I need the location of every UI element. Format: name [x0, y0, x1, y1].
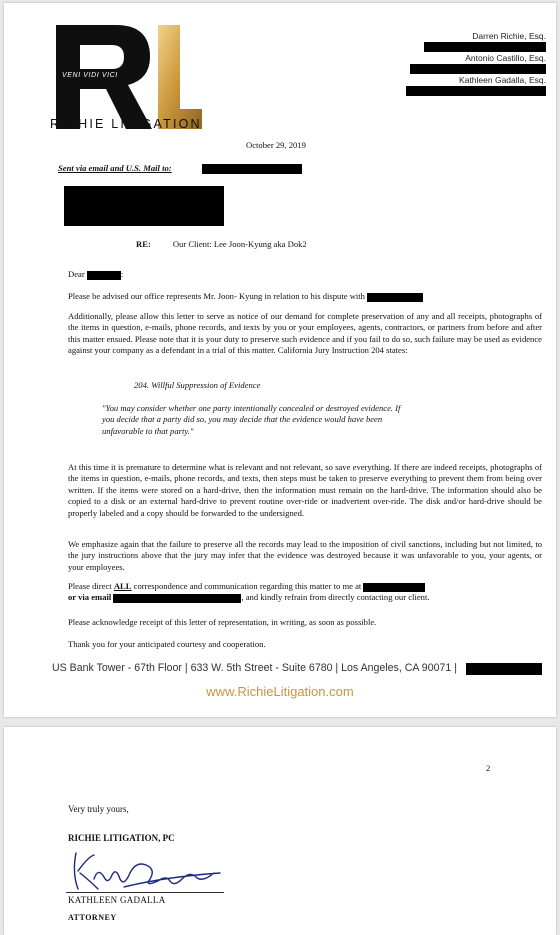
redaction-bar: [410, 64, 546, 74]
redaction-bar: [367, 293, 423, 302]
paragraph-6: Please acknowledge receipt of this letter of representation, in writing, as soon as possible.: [68, 617, 377, 627]
attorney-row: [396, 31, 546, 51]
attorney-name: Kathleen Gadalla, Esq.: [459, 75, 546, 85]
paragraph-5: Please direct ALL correspondence and communication regarding this matter to me at or via email , and kindly refrain from directly contacting our client.: [68, 581, 430, 603]
signature-line: [66, 892, 224, 893]
paragraph-1: Please be advised our office represents Mr. Joon- Kyung in relation to his dispute with: [68, 291, 542, 302]
redaction-bar: [202, 164, 302, 174]
page-number: 2: [486, 763, 491, 773]
redaction-block: [64, 186, 224, 226]
sent-via-line: Sent via email and U.S. Mail to:: [58, 163, 172, 173]
footer-website: www.RichieLitigation.com: [206, 684, 354, 699]
jury-instruction-title: 204. Willful Suppression of Evidence: [134, 380, 261, 390]
firm-signature-name: RICHIE LITIGATION, PC: [68, 833, 175, 843]
attorney-row: [396, 53, 546, 73]
signer-title: ATTORNEY: [68, 913, 117, 922]
attorney-row: [396, 75, 546, 95]
re-line: RE: Our Client: Lee Joon-Kyung aka Dok2: [136, 239, 307, 249]
logo-firm-name: RICHIE LITIGATION: [50, 117, 202, 131]
letter-page-1: [4, 3, 556, 717]
redaction-bar: [466, 663, 542, 675]
paragraph-3: At this time it is premature to determine what is relevant and not relevant, so save everything. If there are indeed receipts, photographs of the items in question, e-mails, phone records, and texts, then steps must be taken to preserve everything to prevent them from being over written. If the items were stored on a hard-drive, then the information must remain on the hard-drive. The information should also be copied to a disk or an external hard-drive to prevent routine over-ride or inadvertent over-ride. The disk and/or hard-drive should be properly labeled and a copy should be forwarded to the undersigned.: [68, 462, 542, 518]
redaction-bar: [424, 42, 546, 52]
attorney-name: Darren Richie, Esq.: [472, 31, 546, 41]
redaction-bar: [363, 583, 425, 592]
paragraph-7: Thank you for your anticipated courtesy and cooperation.: [68, 639, 266, 649]
signer-name: KATHLEEN GADALLA: [68, 895, 166, 905]
attorney-list: [396, 31, 546, 95]
redaction-bar: [406, 86, 546, 96]
attorney-name: Antonio Castillo, Esq.: [465, 53, 546, 63]
redaction-bar: [87, 271, 121, 280]
paragraph-4: We emphasize again that the failure to preserve all the records may lead to the imposition of civil sanctions, including but not limited, to the jury instructions above that the jury may infer that the evidence was destroyed because it was unfavorable to you, your agents, or your employees.: [68, 539, 542, 572]
handwritten-signature: [64, 843, 224, 897]
logo-motto: VENI VIDI VICI: [62, 72, 118, 79]
closing: Very truly yours,: [68, 804, 129, 814]
letter-page-2: [4, 727, 556, 935]
jury-instruction-quote: "You may consider whether one party intentionally concealed or destroyed evidence. If you decide that a party did so, you may decide that the evidence would have been unfavorable to that party.": [102, 403, 401, 436]
footer-address: US Bank Tower - 67th Floor | 633 W. 5th Street - Suite 6780 | Los Angeles, CA 90071 |: [52, 662, 457, 674]
salutation: Dear :: [68, 269, 124, 279]
paragraph-2: Additionally, please allow this letter to serve as notice of our demand for complete preservation of any and all receipts, photographs of the items in question, e-mails, phone records, and texts by you or your employees, agents, contractors, or partners from before and after this matter ensued. Please note that it is your duty to preserve such evidence and if you fail to do so, such failure may be used as evidence against your company as a defendant in a trial of this matter. California Jury Instruction 204 states:: [68, 311, 542, 356]
letter-date: October 29, 2019: [246, 140, 306, 150]
redaction-bar: [113, 594, 241, 603]
